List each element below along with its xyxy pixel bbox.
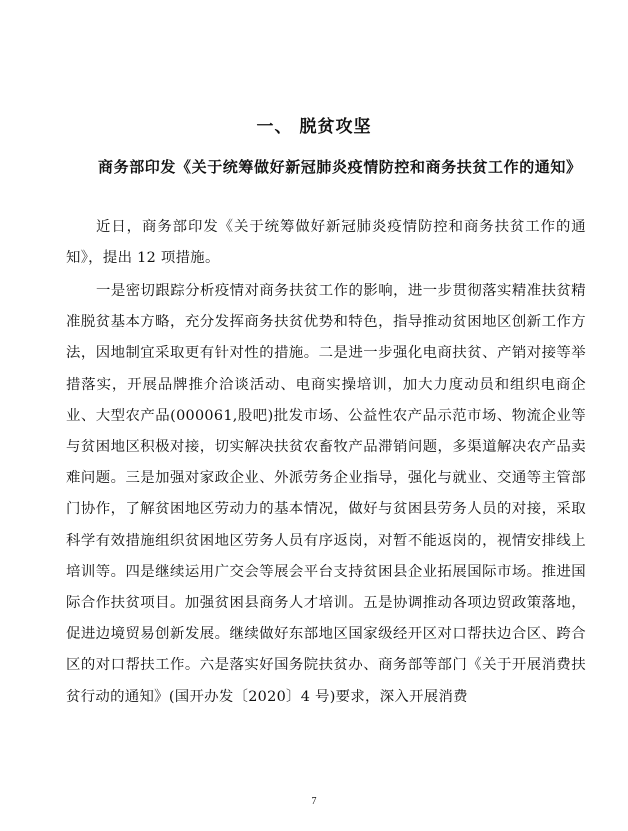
body-paragraph-intro: 近日，商务部印发《关于统筹做好新冠肺炎疫情防控和商务扶贫工作的通知》，提出 12 项措施。 xyxy=(66,219,586,267)
article-title: 商务部印发《关于统筹做好新冠肺炎疫情防控和商务扶贫工作的通知》 xyxy=(98,158,582,176)
section-heading: 一、 脱贫攻坚 xyxy=(256,117,372,137)
page-number: 7 xyxy=(311,796,317,807)
body-paragraph-measures: 一是密切跟踪分析疫情对商务扶贫工作的影响，进一步贯彻落实精准扶贫精准脱贫基本方略，充分发挥商务扶贫优势和特色，指导推动贫困地区创新工作方法，因地制宜采取更有针对性的措施。二是进一步强化电商扶贫、产销对接等举措落实，开展品牌推介洽谈活动、电商实操培训，加大力度动员和组织电商企业、大型农产品(000061,股吧)批发市场、公益性农产品示范市场、物流企业等与贫困地区积极对接，切实解决扶贫农畜牧产品滞销问题，多渠道解决农产品卖难问题。三是加强对家政企业、外派劳务企业指导，强化与就业、交通等主管部门协作，了解贫困地区劳动力的基本情况，做好与贫困县劳务人员的对接，采取科学有效措施组织贫困地区劳务人员有序返岗，对暂不能返岗的，视情安排线上培训等。四是继续运用广交会等展会平台支持贫困县企业拓展国际市场。推进国际合作扶贫项目。加强贫困县商务人才培训。五是协调推动各项边贸政策落地，促进边境贸易创新发展。继续做好东部地区国家级经开区对口帮扶边合区、跨合区的对口帮扶工作。六是落实好国务院扶贫办、商务部等部门《关于开展消费扶贫行动的通知》(国开办发〔2020〕4 号)要求，深入开展消费 xyxy=(66,283,586,705)
